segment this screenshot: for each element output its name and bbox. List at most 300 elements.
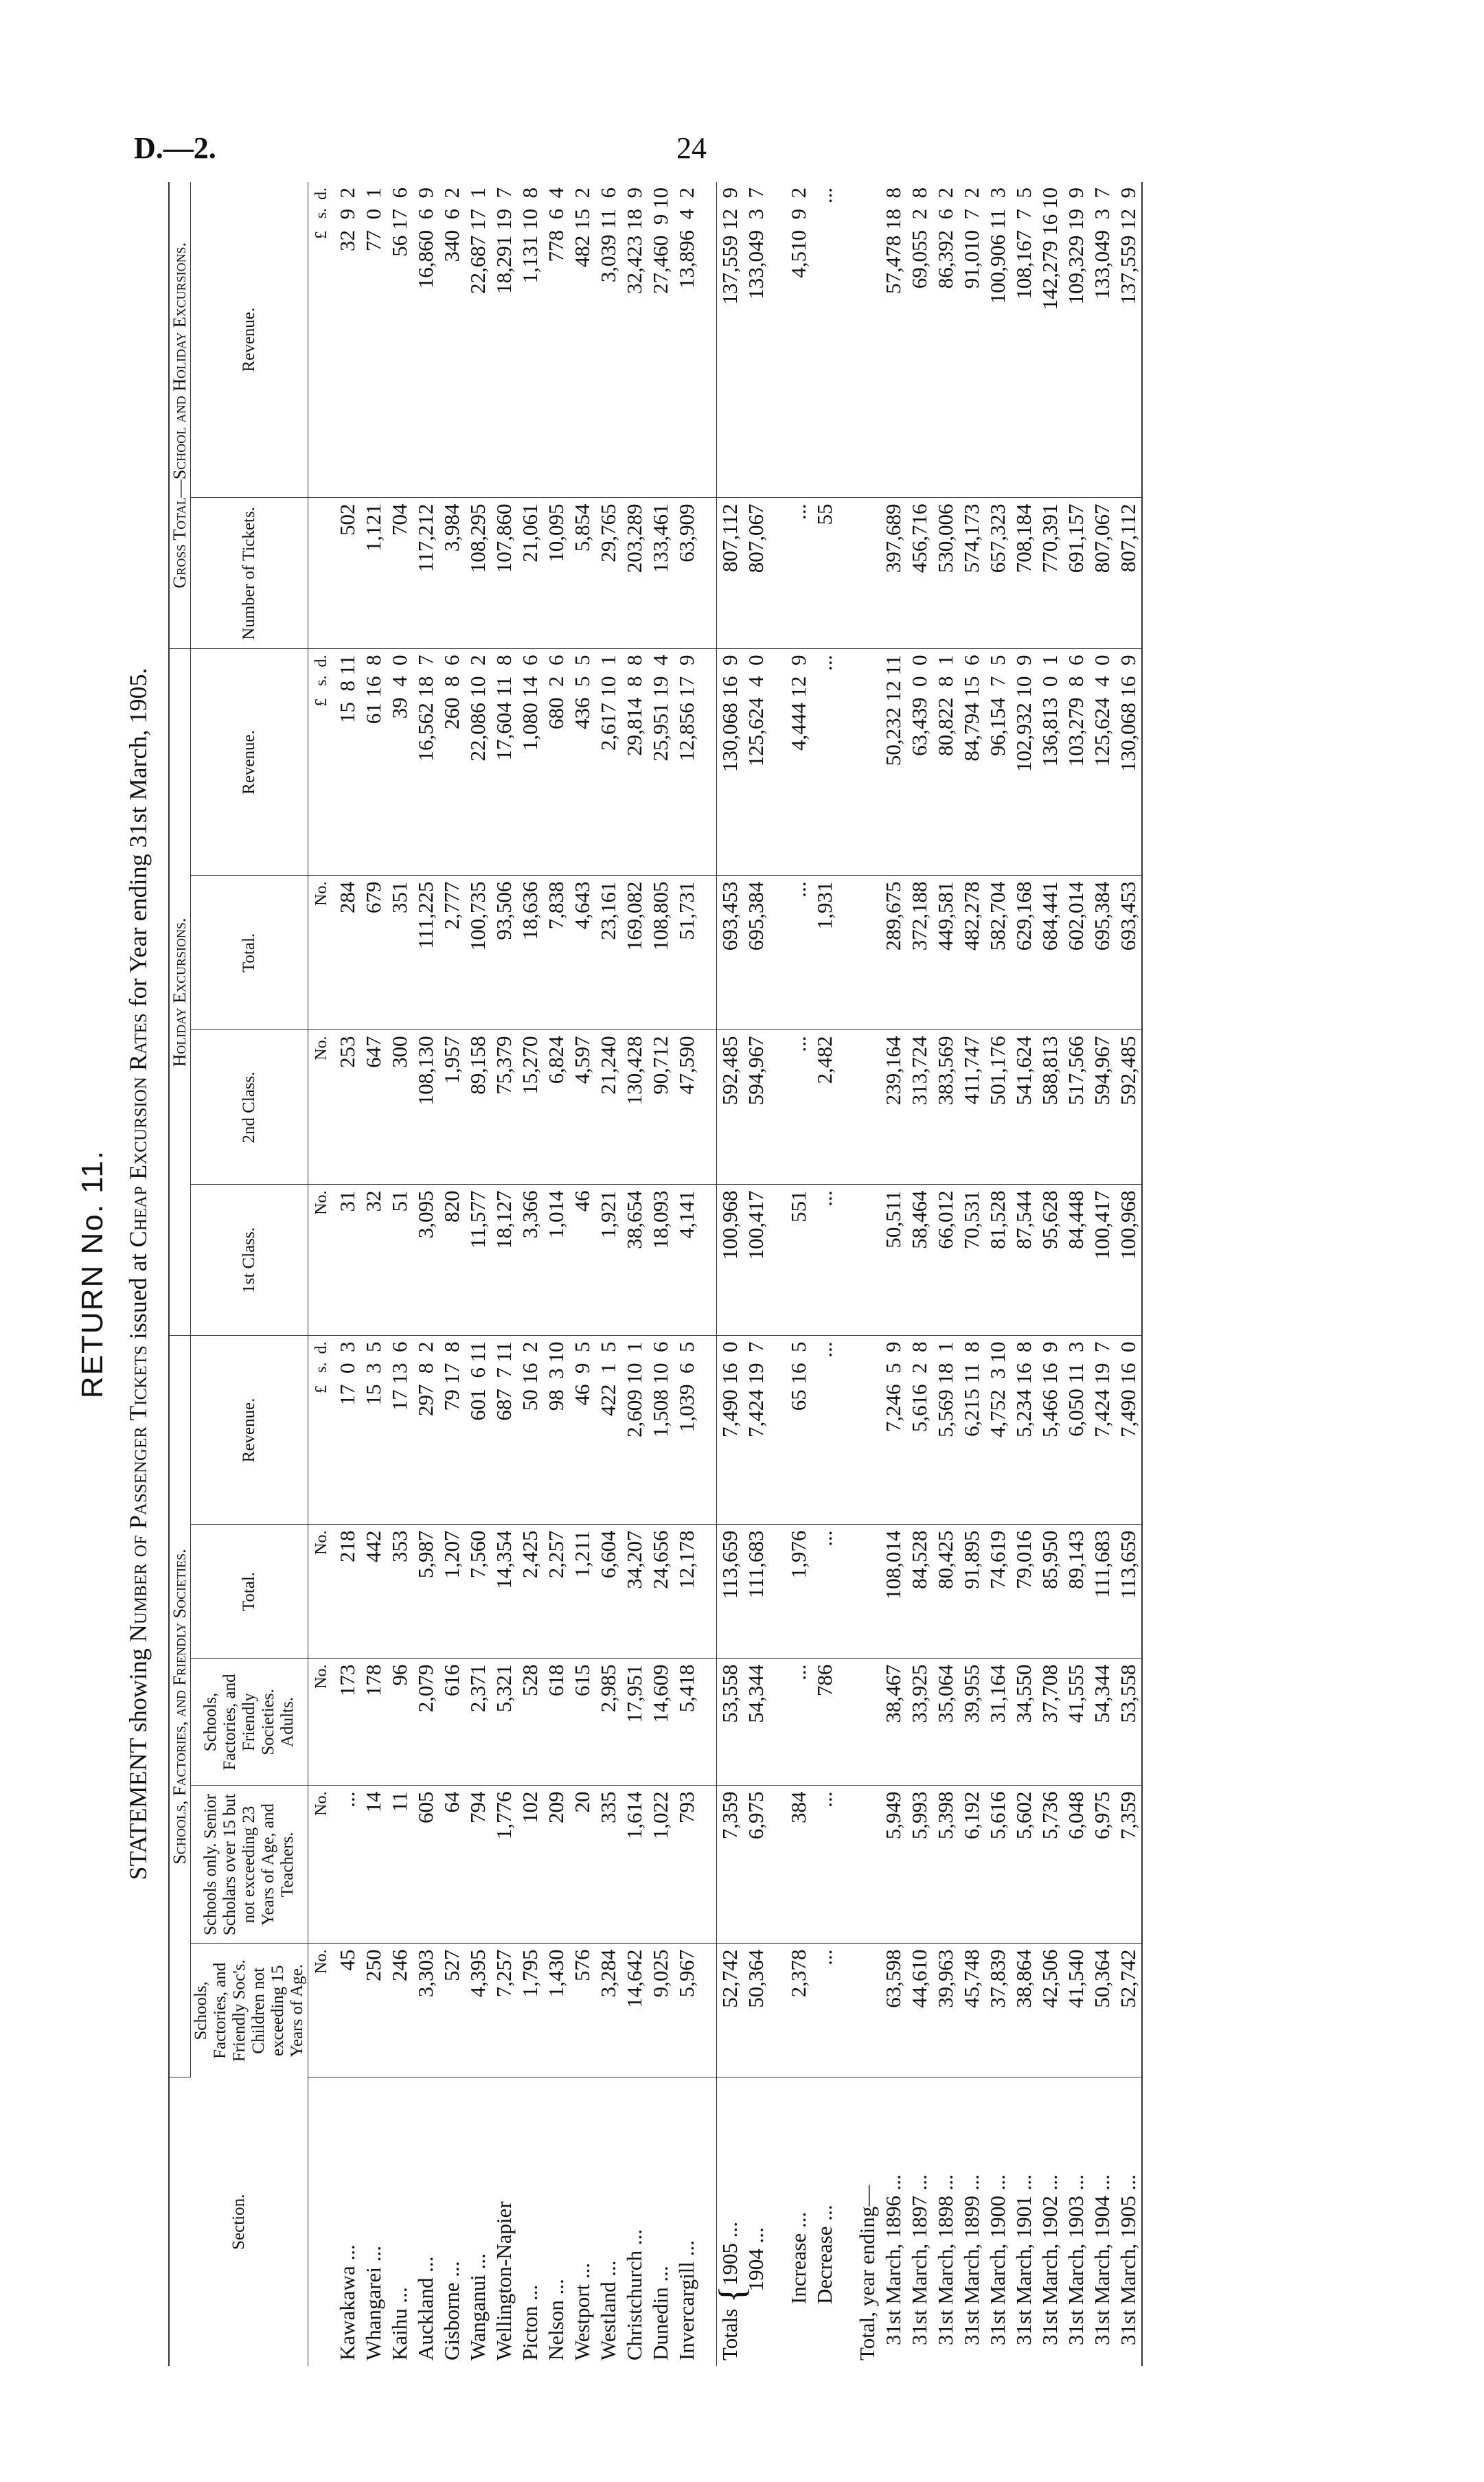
table-cell: 1,014 — [543, 1185, 569, 1336]
table-cell: 173 — [334, 1659, 361, 1786]
table-cell: ... — [334, 1786, 361, 1944]
table-row — [543, 182, 569, 2366]
table-cell: 582,704 — [985, 876, 1011, 1030]
table-cell: 1,039 6 5 — [674, 1336, 700, 1525]
table-row — [361, 182, 387, 2366]
table-cell: 372,188 — [906, 876, 933, 1030]
history-period: 31st March, 1903 ... — [1064, 2174, 1088, 2345]
table-cell: 3,303 — [413, 1944, 439, 2077]
spacer-row — [838, 182, 854, 2366]
totals-year: 1905 ... — [718, 2222, 742, 2286]
table-cell: 3,039 11 6 — [595, 182, 621, 498]
unit-label: No. — [308, 1659, 335, 1786]
table-cell: 56 17 6 — [387, 182, 413, 498]
table-cell: 100,417 — [1089, 1185, 1115, 1336]
table-cell: 1,207 — [439, 1525, 465, 1659]
table-cell: 778 6 4 — [543, 182, 569, 498]
table-cell: 53,558 — [717, 1659, 744, 1786]
table-cell: 44,610 — [906, 1944, 933, 2077]
table-cell: 17 0 3 — [334, 1336, 361, 1525]
table-cell: 588,813 — [1037, 1030, 1063, 1185]
table-cell: 680 2 6 — [543, 649, 569, 876]
table-cell: 4,444 12 9 — [786, 649, 812, 876]
table-cell: 530,006 — [933, 498, 959, 649]
table-cell: 218 — [334, 1525, 361, 1659]
section-name: Picton ... — [518, 2284, 542, 2360]
table-cell: 50,364 — [1089, 1944, 1115, 2077]
table-cell: 80,822 8 1 — [933, 649, 959, 876]
header-revenue: Revenue. — [191, 1336, 308, 1525]
table-cell: 1,614 — [621, 1786, 648, 1944]
table-cell: 6,975 — [743, 1786, 769, 1944]
header-senior: Schools only. Senior Scholars over 15 but not exceeding 23 Years of Age, and Teachers. — [191, 1786, 308, 1944]
table-cell: 39,963 — [933, 1944, 959, 2077]
section-name: Wanganui ... — [466, 2253, 490, 2360]
table-cell: 574,173 — [959, 498, 985, 649]
totals-label — [743, 2077, 769, 2366]
table-cell: 576 — [569, 1944, 595, 2077]
table-cell: 16,860 6 9 — [413, 182, 439, 498]
table-cell: 74,619 — [985, 1525, 1011, 1659]
table-cell: 125,624 4 0 — [743, 649, 769, 876]
table-cell: 528 — [517, 1659, 543, 1786]
table-cell: 91,895 — [959, 1525, 985, 1659]
table-cell: 260 8 6 — [439, 649, 465, 876]
table-cell: ... — [812, 1336, 838, 1525]
history-label-row — [854, 182, 880, 2366]
table-row — [491, 182, 517, 2366]
totals-label — [711, 2077, 753, 2366]
table-cell: 108,014 — [880, 1525, 906, 1659]
table-cell: 69,055 2 8 — [906, 182, 933, 498]
table-cell: 38,467 — [880, 1659, 906, 1786]
table-cell: 13,896 4 2 — [674, 182, 700, 498]
spacer-cell — [769, 1786, 786, 1944]
history-row — [1037, 182, 1063, 2366]
change-label — [812, 2077, 838, 2366]
table-cell: 7,490 16 0 — [717, 1336, 744, 1525]
spacer-cell — [700, 649, 717, 876]
unit-label: No. — [308, 1944, 335, 2077]
table-cell: 32,423 18 9 — [621, 182, 648, 498]
table-cell: 16,562 18 7 — [413, 649, 439, 876]
table-row — [674, 182, 700, 2366]
table-cell: 807,112 — [1115, 498, 1142, 649]
table-cell: 102 — [517, 1786, 543, 1944]
table-cell: 422 1 5 — [595, 1336, 621, 1525]
table-cell: 351 — [387, 876, 413, 1030]
spacer-cell — [769, 876, 786, 1030]
table-cell: 75,379 — [491, 1030, 517, 1185]
table-cell: 592,485 — [717, 1030, 744, 1185]
table-cell: 130,068 16 9 — [717, 649, 744, 876]
table-cell: 89,143 — [1063, 1525, 1089, 1659]
spacer-cell — [838, 649, 854, 876]
table-cell: 3,984 — [439, 498, 465, 649]
table-cell: 22,086 10 2 — [465, 649, 491, 876]
spacer-cell — [838, 1786, 854, 1944]
table-cell: 63,909 — [674, 498, 700, 649]
table-cell: 2,257 — [543, 1525, 569, 1659]
spacer-row — [769, 182, 786, 2366]
table-cell: 601 6 11 — [465, 1336, 491, 1525]
table-cell: 52,742 — [1115, 1944, 1142, 2077]
history-period: 31st March, 1902 ... — [1038, 2174, 1062, 2345]
table-cell: 18,291 19 7 — [491, 182, 517, 498]
table-cell: 693,453 — [717, 876, 744, 1030]
unit-label: No. — [308, 1030, 335, 1185]
table-cell: 297 8 2 — [413, 1336, 439, 1525]
table-cell: 820 — [439, 1185, 465, 1336]
section-name: Wellington-Napier — [492, 2201, 516, 2360]
table-cell: 113,659 — [1115, 1525, 1142, 1659]
spacer-cell — [854, 876, 880, 1030]
spacer-cell — [769, 1030, 786, 1185]
table-cell: 1,976 — [786, 1525, 812, 1659]
table-cell: 4,597 — [569, 1030, 595, 1185]
table-cell: 7,246 5 9 — [880, 1336, 906, 1525]
table-cell: 695,384 — [743, 876, 769, 1030]
table-cell: 1,776 — [491, 1786, 517, 1944]
table-cell: 42,506 — [1037, 1944, 1063, 2077]
table-cell: 5,967 — [674, 1944, 700, 2077]
table-cell: 63,439 0 0 — [906, 649, 933, 876]
table-cell: 45,748 — [959, 1944, 985, 2077]
spacer-cell — [854, 1659, 880, 1786]
table-cell: 1,508 10 6 — [648, 1336, 674, 1525]
table-row — [387, 182, 413, 2366]
table-cell: 41,555 — [1063, 1659, 1089, 1786]
table-cell: 501,176 — [985, 1030, 1011, 1185]
table-cell: 4,752 3 10 — [985, 1336, 1011, 1525]
table-cell: 1,211 — [569, 1525, 595, 1659]
table-cell: 704 — [387, 498, 413, 649]
spacer-cell — [854, 1525, 880, 1659]
table-cell: 11,577 — [465, 1185, 491, 1336]
table-cell: 66,012 — [933, 1185, 959, 1336]
spacer-cell — [700, 1030, 717, 1185]
table-cell: 34,550 — [1011, 1659, 1037, 1786]
table-cell: 51,731 — [674, 876, 700, 1030]
table-cell: 5,398 — [933, 1786, 959, 1944]
change-label-text: Decrease ... — [812, 2205, 836, 2304]
table-cell: 411,747 — [959, 1030, 985, 1185]
header-adults: Schools, Factories, and Friendly Societies. Adults. — [191, 1659, 308, 1786]
table-cell: 14,609 — [648, 1659, 674, 1786]
table-cell: 629,168 — [1011, 876, 1037, 1030]
table-cell: 65 16 5 — [786, 1336, 812, 1525]
table-cell: ... — [812, 1944, 838, 2077]
table-cell: 107,860 — [491, 498, 517, 649]
table-cell: 436 5 5 — [569, 649, 595, 876]
history-period: 31st March, 1905 ... — [1115, 2077, 1142, 2366]
spacer-cell — [700, 876, 717, 1030]
spacer-cell — [838, 498, 854, 649]
table-cell: 794 — [465, 1786, 491, 1944]
spacer-cell — [700, 1944, 717, 2077]
table-cell: 250 — [361, 1944, 387, 2077]
table-cell: 70,531 — [959, 1185, 985, 1336]
table-cell: 18,127 — [491, 1185, 517, 1336]
table-cell: 84,528 — [906, 1525, 933, 1659]
rotated-return-page — [76, 182, 1325, 2366]
table-cell: 133,049 3 7 — [743, 182, 769, 498]
table-cell: 136,813 0 1 — [1037, 649, 1063, 876]
totals-row — [743, 182, 769, 2366]
table-cell: 383,569 — [933, 1030, 959, 1185]
table-cell: 647 — [361, 1030, 387, 1185]
history-row — [1063, 182, 1089, 2366]
unit-label — [308, 498, 335, 649]
table-cell: 27,460 9 10 — [648, 182, 674, 498]
table-cell: 103,279 8 6 — [1063, 649, 1089, 876]
table-cell: 100,968 — [717, 1185, 744, 1336]
statement-number-of: Number of Passenger Tickets — [124, 1345, 152, 1643]
table-cell: 111,683 — [1089, 1525, 1115, 1659]
table-cell: 15 3 5 — [361, 1336, 387, 1525]
table-cell: 482,278 — [959, 876, 985, 1030]
spacer-cell — [838, 182, 854, 498]
table-cell: ... — [812, 182, 838, 498]
table-row — [465, 182, 491, 2366]
section-name: Kaihu ... — [387, 2287, 411, 2360]
table-cell: ... — [786, 498, 812, 649]
table-row — [569, 182, 595, 2366]
table-row — [413, 182, 439, 2366]
statement-heading — [124, 182, 152, 2366]
unit-label: £ s. d. — [308, 182, 335, 498]
header-second-class: 2nd Class. — [191, 1030, 308, 1185]
history-period: 31st March, 1899 ... — [959, 2174, 983, 2345]
table-cell: 353 — [387, 1525, 413, 1659]
table-cell: 21,240 — [595, 1030, 621, 1185]
spacer-cell — [838, 1336, 854, 1525]
table-cell: 6,215 11 8 — [959, 1336, 985, 1525]
table-cell: 541,624 — [1011, 1030, 1037, 1185]
table-cell: 592,485 — [1115, 1030, 1142, 1185]
table-cell: 2,482 — [812, 1030, 838, 1185]
table-row — [648, 182, 674, 2366]
table-cell: 11 — [387, 1786, 413, 1944]
table-cell: 5,949 — [880, 1786, 906, 1944]
table-cell: 1,795 — [517, 1944, 543, 2077]
table-cell: 1,022 — [648, 1786, 674, 1944]
history-row — [906, 182, 933, 2366]
section-name: Nelson ... — [544, 2279, 568, 2360]
table-cell: 687 7 11 — [491, 1336, 517, 1525]
spacer-cell — [769, 2077, 786, 2366]
table-cell: 100,906 11 3 — [985, 182, 1011, 498]
table-cell: 9,025 — [648, 1944, 674, 2077]
table-cell: 442 — [361, 1525, 387, 1659]
table-cell: 108,130 — [413, 1030, 439, 1185]
table-cell: 32 9 2 — [334, 182, 361, 498]
table-cell: 551 — [786, 1185, 812, 1336]
table-cell: 7,424 19 7 — [1089, 1336, 1115, 1525]
table-cell: 786 — [812, 1659, 838, 1786]
totals-year: 1904 ... — [744, 2227, 768, 2292]
unit-label: No. — [308, 1786, 335, 1944]
table-cell: 300 — [387, 1030, 413, 1185]
history-period: 31st March, 1900 ... — [985, 2174, 1009, 2345]
table-cell: 50,364 — [743, 1944, 769, 2077]
table-cell: 693,453 — [1115, 876, 1142, 1030]
table-cell: 6,604 — [595, 1525, 621, 1659]
table-cell: 86,392 6 2 — [933, 182, 959, 498]
table-cell: 203,289 — [621, 498, 648, 649]
table-cell: 691,157 — [1063, 498, 1089, 649]
change-label — [786, 2077, 812, 2366]
table-cell: 21,061 — [517, 498, 543, 649]
table-cell: 253 — [334, 1030, 361, 1185]
table-cell: 517,566 — [1063, 1030, 1089, 1185]
spacer-cell — [700, 1185, 717, 1336]
table-cell: 807,112 — [717, 498, 744, 649]
table-cell: 39 4 0 — [387, 649, 413, 876]
table-cell: 6,975 — [1089, 1786, 1115, 1944]
table-cell: 137,559 12 9 — [1115, 182, 1142, 498]
table-cell: 618 — [543, 1659, 569, 1786]
header-group-holiday: Holiday Excursions. — [169, 649, 191, 1336]
header-section: Section. — [169, 2077, 308, 2366]
table-cell: 807,067 — [743, 498, 769, 649]
section-name: Whangarei ... — [361, 2246, 385, 2360]
spacer-cell — [700, 1659, 717, 1786]
table-row — [621, 182, 648, 2366]
table-cell: 4,643 — [569, 876, 595, 1030]
table-cell: 125,624 4 0 — [1089, 649, 1115, 876]
table-cell: 54,344 — [743, 1659, 769, 1786]
table-cell: 55 — [812, 498, 838, 649]
header-gross-revenue: Revenue. — [191, 182, 308, 498]
table-cell: 5,234 16 8 — [1011, 1336, 1037, 1525]
table-cell: 57,478 18 8 — [880, 182, 906, 498]
history-period: 31st March, 1901 ... — [1012, 2174, 1036, 2345]
totals-row — [717, 182, 744, 2366]
table-cell: 616 — [439, 1659, 465, 1786]
table-cell: 4,395 — [465, 1944, 491, 2077]
table-cell: ... — [812, 1185, 838, 1336]
table-cell: 50,511 — [880, 1185, 906, 1336]
table-cell: 594,967 — [1089, 1030, 1115, 1185]
table-cell: 1,921 — [595, 1185, 621, 1336]
table-cell: 51 — [387, 1185, 413, 1336]
spacer-cell — [700, 2077, 717, 2366]
table-cell: 3,284 — [595, 1944, 621, 2077]
table-cell: 29,765 — [595, 498, 621, 649]
history-period: 31st March, 1897 ... — [907, 2174, 931, 2345]
return-title: RETURN No. 11. — [76, 1149, 109, 1399]
spacer-cell — [838, 1944, 854, 2077]
table-cell: 1,121 — [361, 498, 387, 649]
spacer-cell — [854, 1336, 880, 1525]
table-cell: ... — [786, 1030, 812, 1185]
spacer-cell — [700, 498, 717, 649]
spacer-cell — [854, 498, 880, 649]
section-name: Dunedin ... — [648, 2266, 672, 2360]
unit-label: No. — [308, 1185, 335, 1336]
table-cell: 25,951 19 4 — [648, 649, 674, 876]
table-cell: 615 — [569, 1659, 595, 1786]
history-label: Total, year ending— — [855, 2185, 879, 2360]
table-cell: 14,354 — [491, 1525, 517, 1659]
section-name: Auckland ... — [413, 2256, 437, 2360]
table-cell: 527 — [439, 1944, 465, 2077]
table-cell: 14 — [361, 1786, 387, 1944]
table-cell: 93,506 — [491, 876, 517, 1030]
table-cell: 502 — [334, 498, 361, 649]
section-name: Westland ... — [596, 2260, 620, 2360]
table-cell: 15 8 11 — [334, 649, 361, 876]
table-cell: 657,323 — [985, 498, 1011, 649]
table-cell: 32 — [361, 1185, 387, 1336]
table-cell: 84,794 15 6 — [959, 649, 985, 876]
table-cell: 80,425 — [933, 1525, 959, 1659]
table-cell: 5,616 — [985, 1786, 1011, 1944]
section-name: Invercargill ... — [674, 2240, 698, 2360]
table-cell: 64 — [439, 1786, 465, 1944]
table-cell: 5,418 — [674, 1659, 700, 1786]
page-number: 24 — [676, 131, 707, 165]
table-cell: ... — [786, 876, 812, 1030]
table-cell: 20 — [569, 1786, 595, 1944]
spacer-cell — [854, 1185, 880, 1336]
header-group-schools: Schools, Factories, and Friendly Societies. — [169, 1336, 191, 2077]
table-cell: 5,736 — [1037, 1786, 1063, 1944]
brace-icon: { — [711, 2286, 753, 2303]
change-row — [812, 182, 838, 2366]
table-cell: 7,257 — [491, 1944, 517, 2077]
table-cell: 84,448 — [1063, 1185, 1089, 1336]
table-cell: 178 — [361, 1659, 387, 1786]
spacer-cell — [854, 182, 880, 498]
unit-label: £ s. d. — [308, 1336, 335, 1525]
spacer-cell — [769, 498, 786, 649]
table-cell: 142,279 16 10 — [1037, 182, 1063, 498]
table-cell: 17,604 11 8 — [491, 649, 517, 876]
spacer-cell — [700, 1336, 717, 1525]
table-cell: 58,464 — [906, 1185, 933, 1336]
spacer-cell — [838, 876, 854, 1030]
history-row — [1115, 182, 1142, 2366]
history-period: 31st March, 1898 ... — [933, 2174, 957, 2345]
table-cell: 47,590 — [674, 1030, 700, 1185]
table-cell: 6,824 — [543, 1030, 569, 1185]
table-cell: ... — [786, 1659, 812, 1786]
table-cell: 29,814 8 8 — [621, 649, 648, 876]
spacer-cell — [769, 182, 786, 498]
table-cell: 137,559 12 9 — [717, 182, 744, 498]
table-cell: ... — [812, 1525, 838, 1659]
table-cell: 100,735 — [465, 876, 491, 1030]
table-cell: 98 3 10 — [543, 1336, 569, 1525]
table-cell: 102,932 10 9 — [1011, 649, 1037, 876]
spacer-cell — [700, 1525, 717, 1659]
unit-label: No. — [308, 1525, 335, 1659]
table-cell: 53,558 — [1115, 1659, 1142, 1786]
table-cell: 284 — [334, 876, 361, 1030]
table-cell: 5,602 — [1011, 1786, 1037, 1944]
table-cell: 45 — [334, 1944, 361, 2077]
table-cell: 289,675 — [880, 876, 906, 1030]
table-cell: 31 — [334, 1185, 361, 1336]
table-cell: 2,617 10 1 — [595, 649, 621, 876]
table-cell: 340 6 2 — [439, 182, 465, 498]
table-cell: 397,689 — [880, 498, 906, 649]
table-cell: 12,856 17 9 — [674, 649, 700, 876]
table-cell: 2,985 — [595, 1659, 621, 1786]
table-cell: 39,955 — [959, 1659, 985, 1786]
